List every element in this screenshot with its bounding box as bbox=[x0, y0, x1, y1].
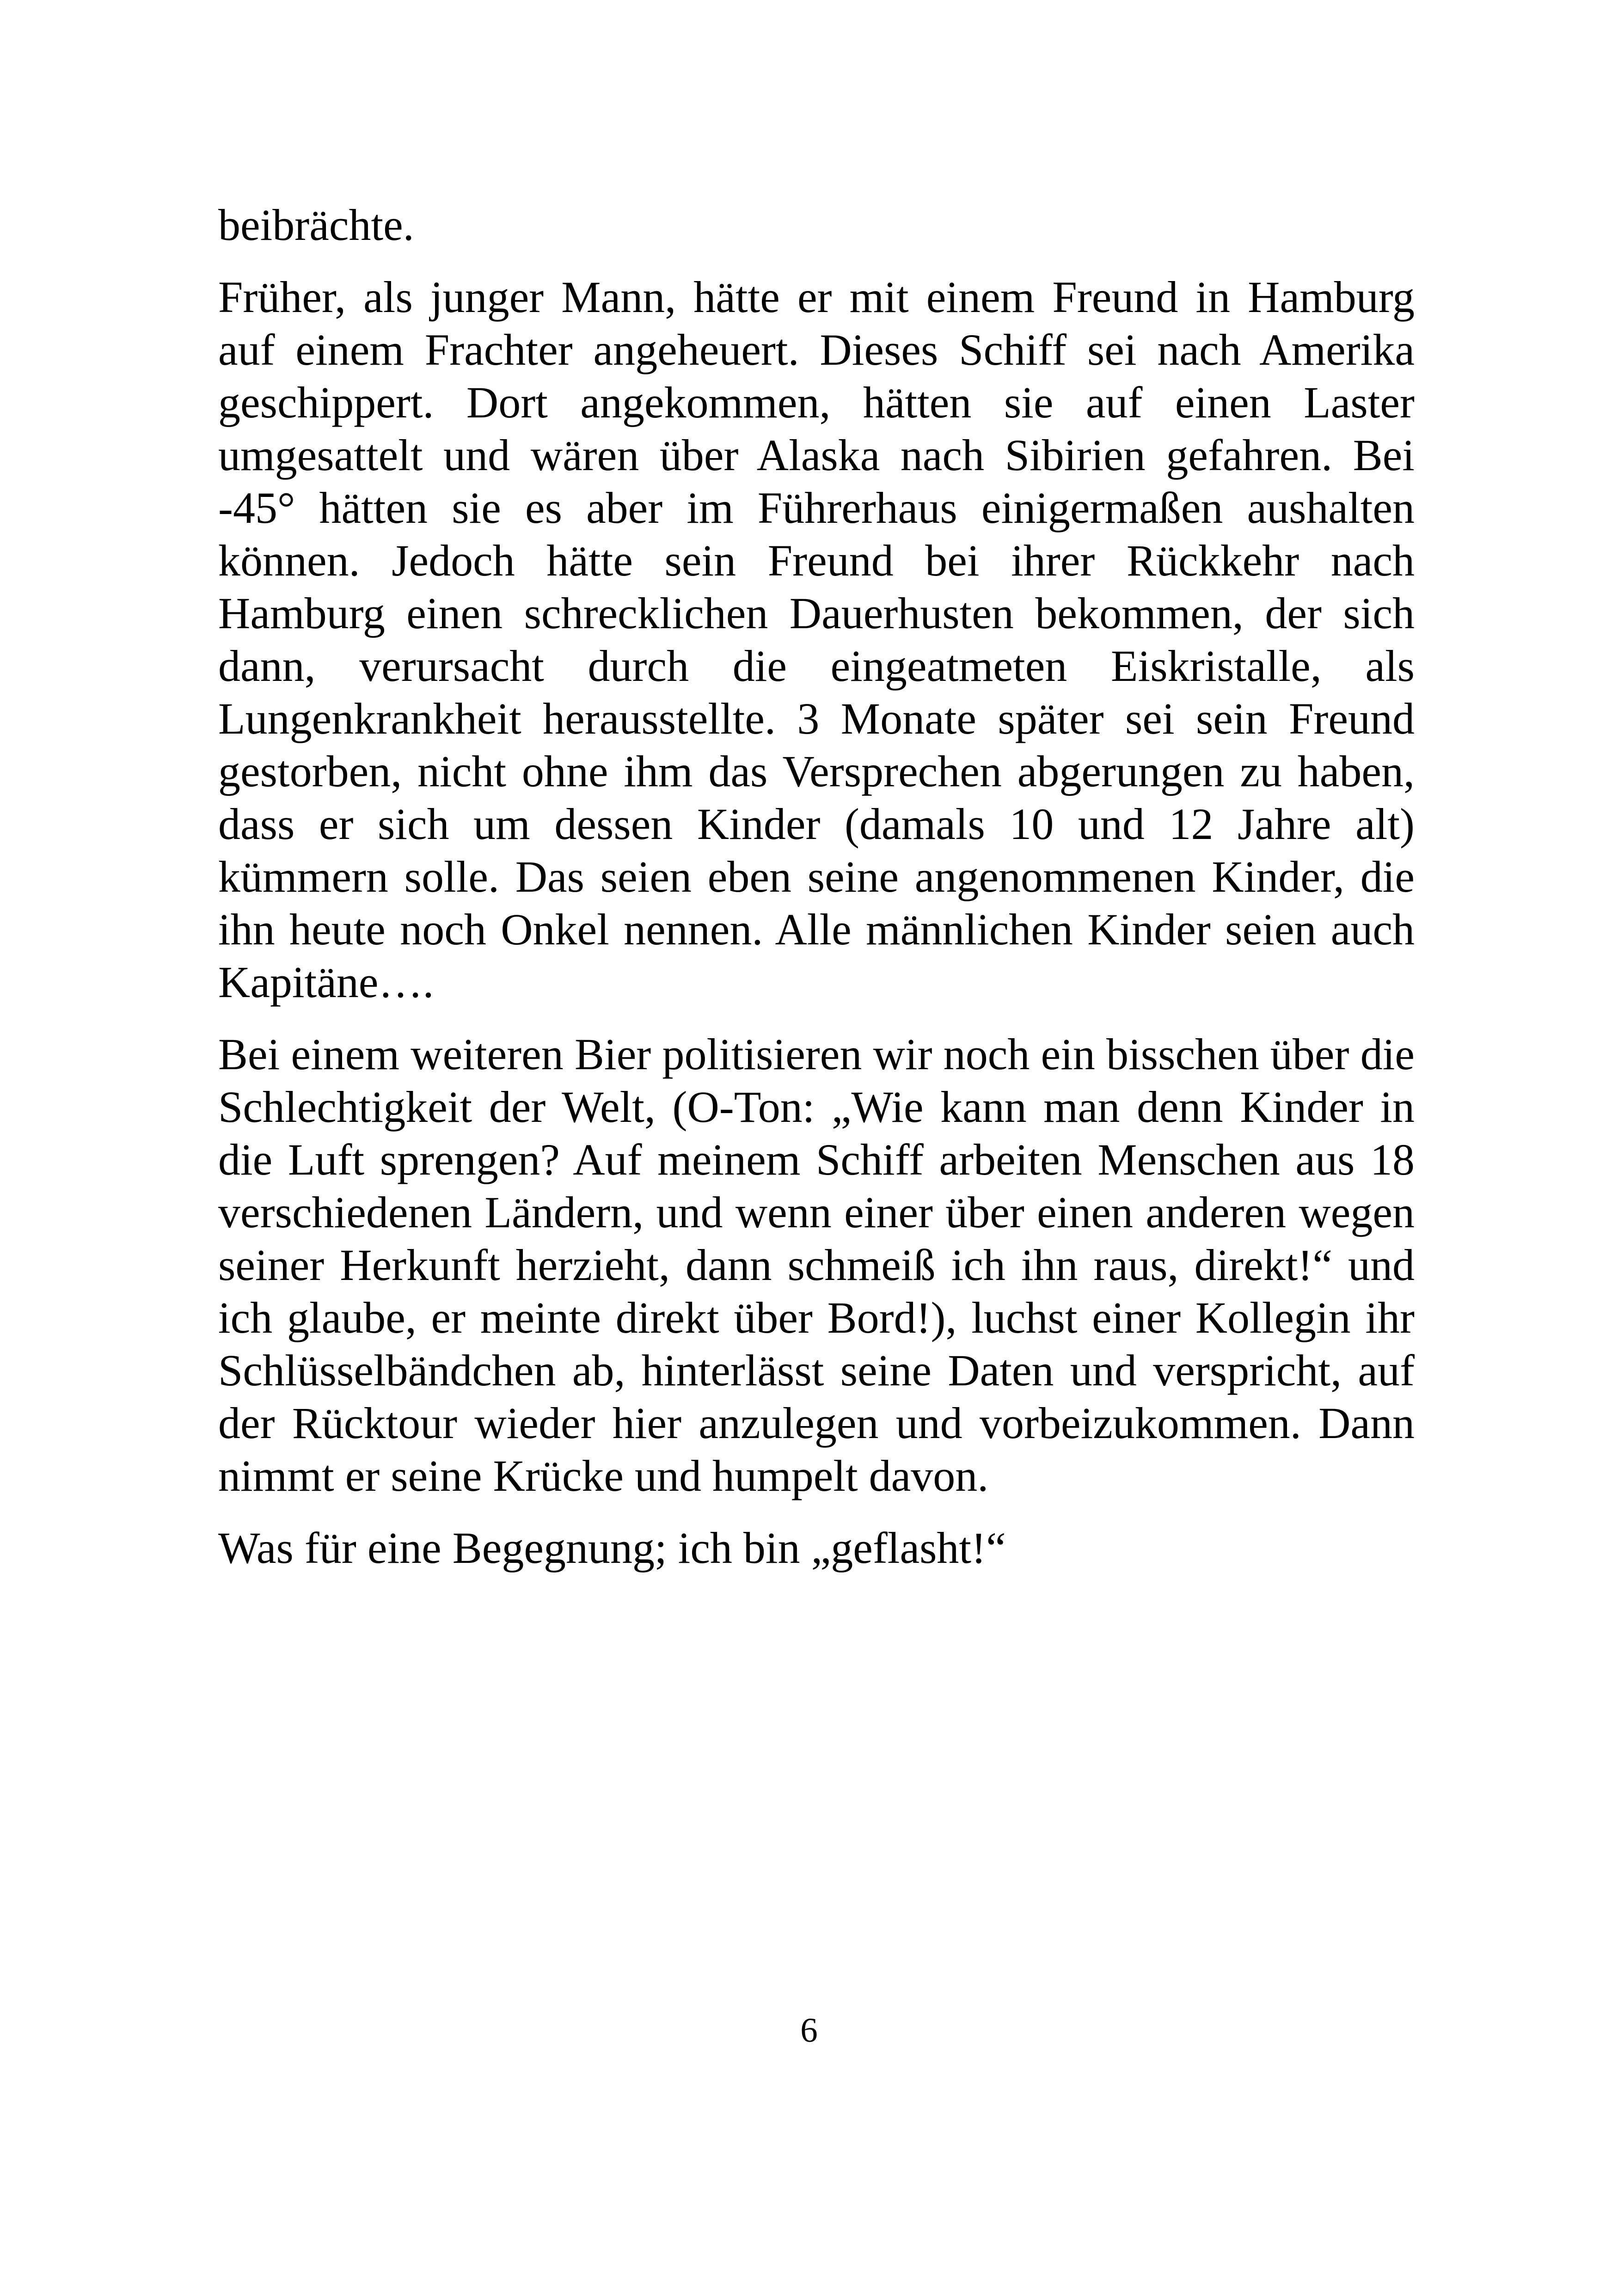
paragraph-beer-politics: Bei einem weiteren Bier politisieren wir noch ein bisschen über die Schlechtigkeit der Welt, (O-Ton: „Wie kann man denn Kinder in die Luft sprengen? Auf meinem Schiff arbeiten Menschen aus 18 verschiedenen Ländern, und wenn einer über einen anderen wegen seiner Herkunft herzieht, dann schmeiß ich ihn raus, direkt!“ und ich glaube, er meinte direkt über Bord!), luchst einer Kollegin ihr Schlüsselbändchen ab, hinterlässt seine Daten und verspricht, auf der Rücktour wieder hier anzulegen und vorbeizukommen. Dann nimmt er seine Krücke und humpelt davon. bbox=[218, 1029, 1415, 1500]
page-number: 6 bbox=[800, 2011, 818, 2050]
body-text bbox=[218, 199, 1415, 1594]
paragraph-closing: Was für eine Begegnung; ich bin „geflasht!“ bbox=[218, 1523, 1006, 1573]
paragraph-friend-story: Früher, als junger Mann, hätte er mit einem Freund in Hamburg auf einem Frachter angeheuert. Dieses Schiff sei nach Amerika geschippert. Dort angekommen, hätten sie auf einen Laster umgesattelt und wären über Alaska nach Sibirien gefahren. Bei -45° hätten sie es aber im Führerhaus einigermaßen aushalten können. Jedoch hätte sein Freund bei ihrer Rückkehr nach Hamburg einen schrecklichen Dauerhusten bekommen, der sich dann, verursacht durch die eingeatmeten Eiskristalle, als Lungenkrankheit herausstellte. 3 Monate später sei sein Freund gestorben, nicht ohne ihm das Versprechen abgerungen zu haben, dass er sich um dessen Kinder (damals 10 und 12 Jahre alt) kümmern solle. Das seien eben seine angenommenen Kinder, die ihn heute noch Onkel nennen. Alle männlichen Kinder seien auch Kapitäne…. bbox=[218, 272, 1415, 1007]
paragraph-continuation: beibrächte. bbox=[218, 200, 414, 250]
